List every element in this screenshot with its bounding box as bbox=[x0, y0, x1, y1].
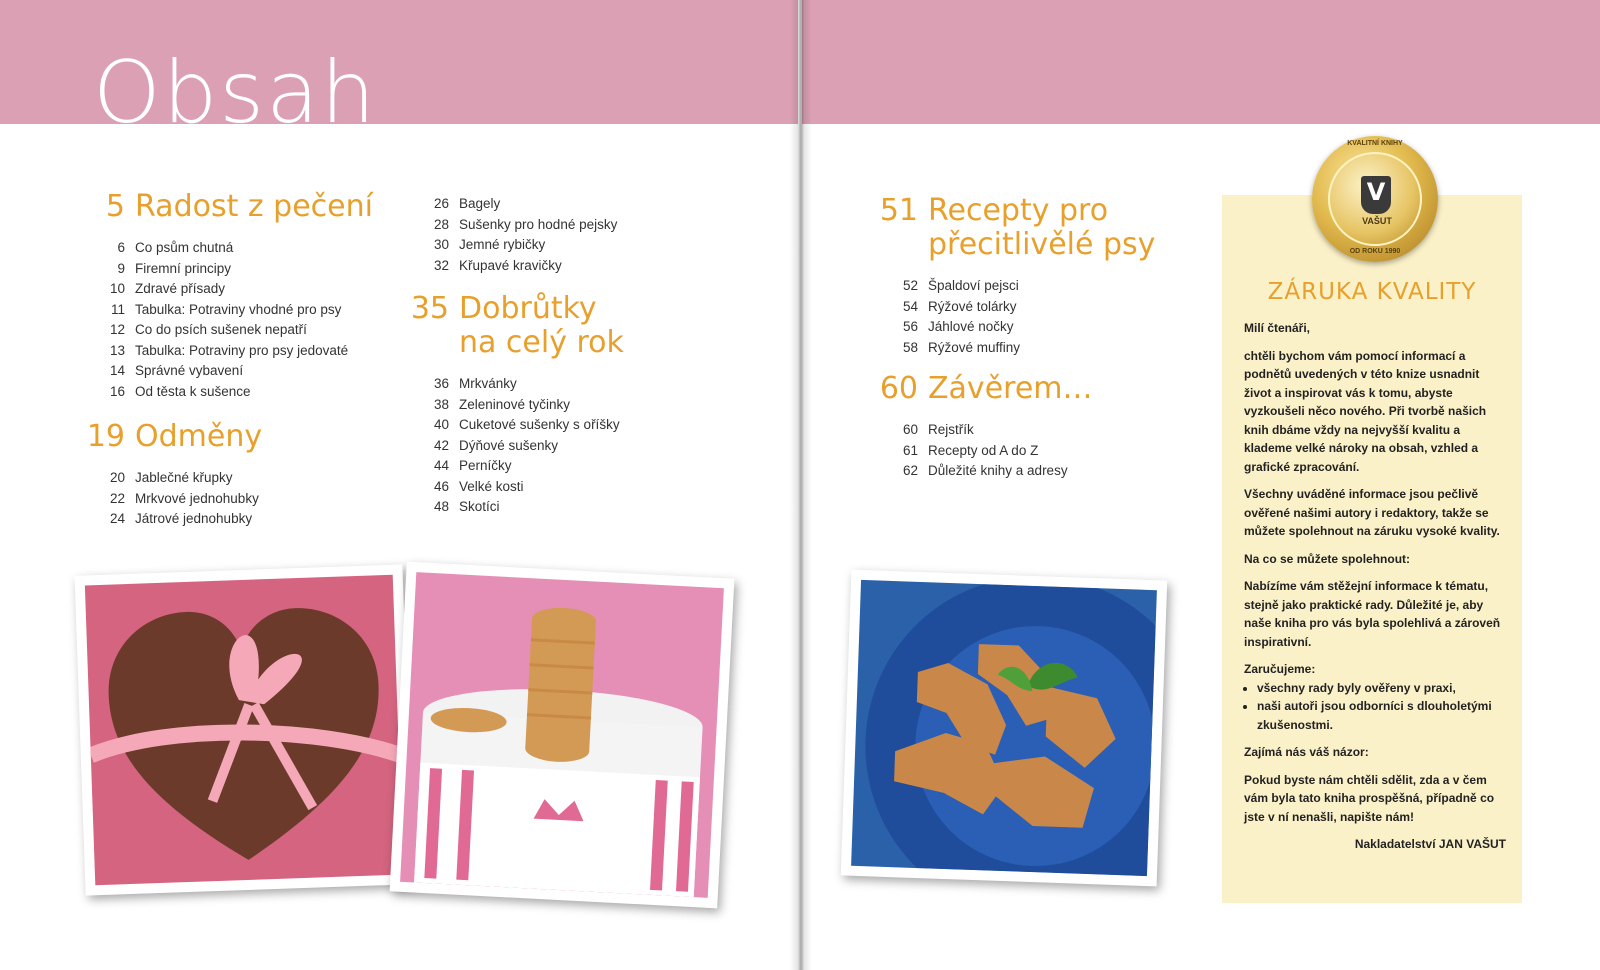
toc-item-page: 60 bbox=[902, 422, 918, 437]
toc-item-label: Jemné rybičky bbox=[459, 237, 546, 252]
toc-item-list bbox=[83, 468, 262, 530]
toc-item-label: Co psům chutná bbox=[135, 240, 234, 255]
photo-cookie-stack bbox=[390, 562, 735, 909]
toc-item[interactable] bbox=[83, 259, 373, 280]
toc-item-page: 40 bbox=[433, 417, 449, 432]
toc-item-page: 44 bbox=[433, 458, 449, 473]
toc-item[interactable] bbox=[876, 461, 1093, 482]
quality-subheading: Zaručujeme: bbox=[1244, 662, 1316, 676]
header-band-right bbox=[802, 0, 1600, 124]
toc-section-number: 35 bbox=[410, 291, 449, 326]
toc-section-number: 51 bbox=[879, 193, 918, 228]
toc-item-label: Mrkvové jednohubky bbox=[135, 490, 259, 506]
toc-section-title: Dobrůtky na celý rok bbox=[459, 291, 624, 360]
dog-cookies-illustration bbox=[851, 580, 1157, 876]
toc-item[interactable] bbox=[876, 297, 1155, 318]
quality-signature: Nakladatelství JAN VAŠUT bbox=[1354, 837, 1506, 851]
photo-cookie-stack-image bbox=[400, 572, 724, 898]
seal-letter: V bbox=[1366, 178, 1386, 206]
toc-item[interactable] bbox=[407, 235, 617, 256]
toc-section-number: 19 bbox=[86, 419, 125, 454]
toc-item[interactable] bbox=[407, 477, 624, 498]
toc-item-label: Mrkvánky bbox=[459, 376, 517, 391]
quality-title: ZÁRUKA KVALITY bbox=[1267, 279, 1477, 305]
toc-item-page: 42 bbox=[433, 437, 449, 453]
quality-bullet-list bbox=[1244, 679, 1506, 735]
toc-item[interactable] bbox=[407, 194, 617, 215]
quality-paragraph: Všechny uváděné informace jsou pečlivě ověřené našimi autory i redaktory, takže se můžete spolehnout na záruku vysoké kvality. bbox=[1244, 487, 1500, 538]
toc-item-page: 30 bbox=[433, 237, 449, 252]
toc-item-page: 48 bbox=[433, 499, 449, 514]
toc-item[interactable] bbox=[83, 382, 373, 403]
toc-item-page: 14 bbox=[109, 363, 125, 378]
toc-item-page: 10 bbox=[109, 281, 125, 296]
toc-section bbox=[876, 194, 1155, 358]
toc-item[interactable] bbox=[876, 441, 1093, 462]
toc-section-heading[interactable] bbox=[407, 292, 624, 360]
toc-item-label: Co do psích sušenek nepatří bbox=[135, 322, 307, 337]
toc-item-label: Velké kosti bbox=[459, 478, 524, 494]
page-title: Obsah bbox=[93, 43, 378, 124]
quality-paragraph: chtěli bychom vám pomocí informací a podnětů uvedených v této knize usnadnit život a inspirovat vás k tomu, abyste vyzkoušeli něco nového. Při tvorbě našich knih dbáme vždy na nejvyšší kvalitu a klademe velké nároky na obsah, vzhled a grafické zpracování. bbox=[1244, 348, 1487, 474]
toc-section bbox=[83, 190, 373, 402]
toc-item[interactable] bbox=[876, 338, 1155, 359]
toc-item[interactable] bbox=[876, 420, 1093, 441]
toc-item[interactable] bbox=[83, 468, 262, 489]
toc-item-label: Rejstřík bbox=[928, 422, 974, 437]
toc-item[interactable] bbox=[407, 497, 624, 518]
toc-section-heading[interactable] bbox=[83, 190, 373, 224]
seal-inner bbox=[1328, 152, 1422, 246]
quality-subheading: Na co se můžete spolehnout: bbox=[1244, 551, 1411, 566]
toc-item-label: Bagely bbox=[459, 196, 501, 211]
toc-item[interactable] bbox=[407, 436, 624, 457]
seal-top-text: KVALITNÍ KNIHY bbox=[1347, 140, 1403, 147]
quality-body bbox=[1244, 319, 1506, 863]
toc-item[interactable] bbox=[83, 279, 373, 300]
toc-item[interactable] bbox=[83, 509, 262, 530]
toc-item[interactable] bbox=[83, 341, 373, 362]
toc-item-label: Zdravé přísady bbox=[135, 281, 226, 296]
toc-section-number: 60 bbox=[879, 371, 918, 406]
book-gutter bbox=[790, 0, 812, 970]
toc-item-list bbox=[407, 194, 617, 276]
quality-greeting: Milí čtenáři, bbox=[1244, 321, 1311, 335]
photo-dog-cookies-image bbox=[851, 580, 1157, 876]
toc-item-page: 54 bbox=[902, 298, 918, 314]
toc-item-page: 6 bbox=[117, 240, 125, 255]
toc-item-label: Jáhlové nočky bbox=[928, 319, 1014, 334]
toc-item-label: Špaldoví pejsci bbox=[928, 278, 1019, 293]
quality-paragraph: Nabízíme vám stěžejní informace k tématu, stejně jako praktické rady. Důležité je, aby naše kniha pro vás byla spolehlivá a zároveň inspirativní. bbox=[1244, 579, 1501, 649]
toc-item-page: 36 bbox=[433, 376, 449, 391]
photo-dog-cookies bbox=[841, 570, 1167, 887]
toc-item-page: 28 bbox=[433, 216, 449, 232]
toc-item-page: 11 bbox=[110, 301, 125, 317]
toc-item[interactable] bbox=[876, 317, 1155, 338]
seal-brand: VAŠUT bbox=[1362, 216, 1392, 226]
toc-item-page: 12 bbox=[109, 322, 125, 337]
toc-item-page: 56 bbox=[902, 319, 918, 334]
toc-item-label: Správné vybavení bbox=[135, 363, 244, 378]
toc-item-page: 52 bbox=[902, 278, 918, 293]
toc-item-label: Sušenky pro hodné pejsky bbox=[459, 216, 618, 232]
toc-item[interactable] bbox=[83, 300, 373, 321]
photo-heart-cookie-image bbox=[85, 575, 403, 886]
toc-item-page: 46 bbox=[433, 478, 449, 494]
photo-heart-cookie bbox=[75, 564, 414, 895]
toc-item-label: Perníčky bbox=[459, 458, 512, 473]
toc-item[interactable] bbox=[83, 320, 373, 341]
toc-item-list bbox=[407, 374, 624, 518]
toc-item-page: 38 bbox=[433, 396, 449, 412]
toc-item-page: 58 bbox=[902, 339, 918, 355]
quality-seal-badge bbox=[1312, 136, 1438, 262]
toc-item-label: Důležité knihy a adresy bbox=[928, 463, 1068, 478]
toc-item-page: 22 bbox=[109, 490, 125, 506]
toc-section-heading[interactable] bbox=[876, 194, 1155, 262]
toc-item-page: 32 bbox=[433, 257, 449, 273]
toc-item-list bbox=[876, 420, 1093, 482]
toc-item[interactable] bbox=[407, 374, 624, 395]
toc-item-label: Rýžové tolárky bbox=[928, 298, 1017, 314]
toc-item[interactable] bbox=[407, 395, 624, 416]
toc-section-title: Odměny bbox=[135, 419, 263, 454]
toc-item-page: 26 bbox=[433, 196, 449, 211]
toc-item[interactable] bbox=[407, 215, 617, 236]
toc-item-page: 20 bbox=[109, 470, 125, 485]
quality-bullet: • všechny rady byly ověřeny v praxi, bbox=[1257, 679, 1506, 698]
toc-item-page: 9 bbox=[117, 260, 125, 276]
toc-item-label: Zeleninové tyčinky bbox=[459, 396, 571, 412]
toc-item[interactable] bbox=[876, 276, 1155, 297]
toc-item-label: Tabulka: Potraviny vhodné pro psy bbox=[135, 301, 342, 317]
shield-icon bbox=[1361, 176, 1391, 214]
toc-item[interactable] bbox=[407, 456, 624, 477]
toc-item-list bbox=[876, 276, 1155, 358]
toc-section-title: Radost z pečení bbox=[135, 189, 373, 224]
toc-item-label: Jablečné křupky bbox=[135, 470, 233, 485]
toc-item-label: Od těsta k sušence bbox=[135, 383, 251, 399]
toc-item[interactable] bbox=[83, 238, 373, 259]
toc-item-label: Tabulka: Potraviny pro psy jedovaté bbox=[135, 342, 349, 358]
toc-item-list bbox=[83, 238, 373, 402]
toc-item-label: Firemní principy bbox=[135, 260, 232, 276]
quality-subheading: Zajímá nás váš názor: bbox=[1244, 745, 1369, 759]
toc-section-title: Závěrem… bbox=[928, 371, 1093, 406]
toc-item[interactable] bbox=[83, 489, 262, 510]
toc-item-page: 62 bbox=[902, 463, 918, 478]
toc-item[interactable] bbox=[407, 256, 617, 277]
toc-item-page: 13 bbox=[109, 342, 125, 358]
toc-item-label: Skotíci bbox=[459, 499, 500, 514]
quality-paragraph: Pokud byste nám chtěli sdělit, zda a v čem vám byla tato kniha prospěšná, případně co jste v ní nenašli, napište nám! bbox=[1244, 772, 1495, 824]
toc-item[interactable] bbox=[407, 415, 624, 436]
seal-bottom-text: OD ROKU 1990 bbox=[1349, 248, 1401, 255]
toc-section bbox=[876, 372, 1093, 482]
toc-section-title: Recepty pro přecitlivělé psy bbox=[928, 193, 1156, 262]
toc-item-label: Játrové jednohubky bbox=[135, 511, 253, 526]
toc-section-heading[interactable] bbox=[876, 372, 1093, 406]
toc-section bbox=[407, 292, 624, 518]
quality-guarantee-box bbox=[1222, 195, 1522, 903]
toc-item-page: 61 bbox=[902, 442, 918, 458]
toc-item-label: Recepty od A do Z bbox=[928, 442, 1039, 458]
quality-bullet: • naši autoři jsou odborníci s dlouholetými zkušenostmi. bbox=[1257, 697, 1506, 734]
toc-item-label: Rýžové muffiny bbox=[928, 339, 1021, 355]
heart-cookie-illustration bbox=[85, 575, 403, 886]
toc-item-page: 16 bbox=[109, 383, 125, 399]
toc-item-page: 24 bbox=[109, 511, 125, 526]
toc-item-label: Dýňové sušenky bbox=[459, 437, 559, 453]
toc-section-continued bbox=[407, 194, 617, 276]
toc-section-number: 5 bbox=[105, 189, 125, 224]
toc-item[interactable] bbox=[83, 361, 373, 382]
toc-section-heading[interactable] bbox=[83, 420, 262, 454]
toc-item-label: Cuketové sušenky s oříšky bbox=[459, 417, 620, 432]
toc-item-label: Křupavé kravičky bbox=[459, 257, 562, 273]
cookie-stack-illustration bbox=[400, 572, 724, 898]
toc-section bbox=[83, 420, 262, 530]
